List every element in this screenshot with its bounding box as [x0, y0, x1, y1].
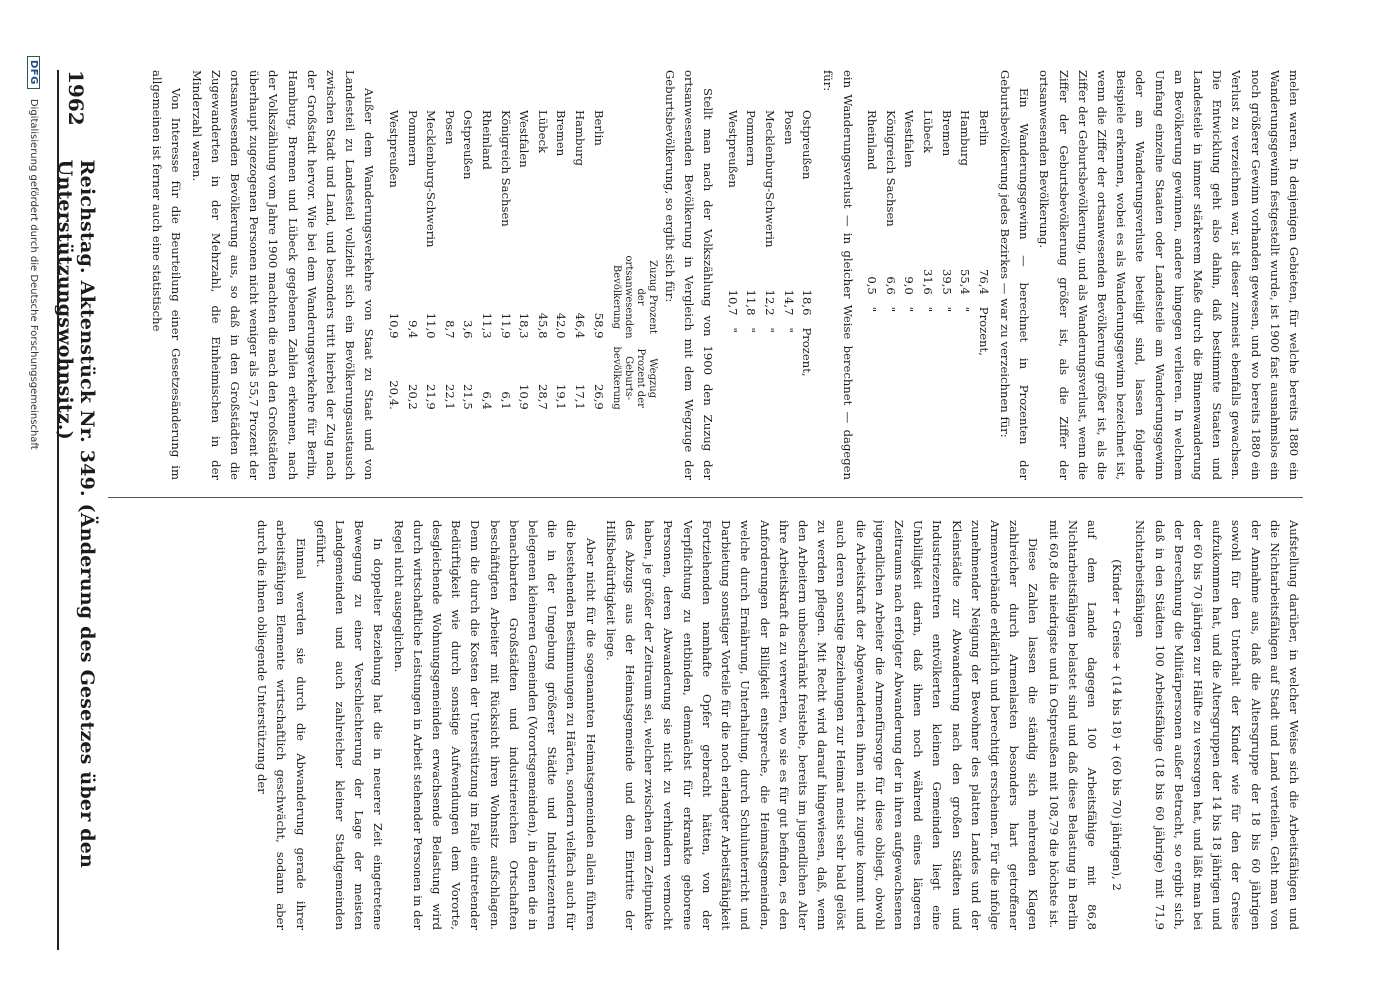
loss-row [779, 106, 798, 381]
gain-value: 0,5 [865, 276, 880, 295]
migration-zuzug: 11,0 [424, 312, 439, 339]
loss-value: 12,2 [763, 289, 777, 316]
migration-name: Westpreußen [387, 110, 402, 188]
gain-unit: " [939, 306, 954, 313]
loss-value: 11,8 [744, 289, 759, 316]
zuzug-header: Zuzug Prozent der ortsanwesenden Bevölkerung [610, 255, 658, 339]
right-paragraph-1: Aufstellung darüber, in welcher Weise sich die Arbeitsfähigen und die Nichtarbeitsfähigen auf Stadt und Land verteilen. Geht man von der Annahme aus, daß die Altersgruppe der 18 bis 60 jährigen sowohl für den Unterhalt der Kinder wie für den der Greise aufzukommen hat, und die Altersgruppen der 14 bis 18 jährigen und der 60 bis 70 jährigen zur Hälfte zu versorgen hat, und läßt man bei der Berechnung die Militärpersonen außer Betracht, so ergibt sich, daß in den Städten 100 Arbeitsfähige (18 bis 60 jährige) mit 71,9 Nichtarbeitsfähigen [1133, 520, 1301, 930]
page-header [54, 70, 98, 950]
loss-name: Pommern [744, 110, 759, 167]
gain-name: Bremen [939, 110, 954, 157]
loss-unit: " [725, 327, 740, 333]
migration-row [440, 106, 459, 414]
migration-zuzug: 11,9 [498, 312, 513, 339]
migration-wegzug: 26,9 [591, 383, 606, 410]
gain-name: Königreich Sachsen [883, 110, 898, 227]
right-paragraph-3: Diese Zahlen lassen die ständig sich mehrenden Klagen zahlreicher durch Armenlasten besonders hart getroffener Armenverbände erklärlich und berechtigt erscheinen. Für die infolge zunehmender Neigung der Bewohner des platten Landes und der Kleinstädte zur Abwanderung nach den großen Städten und Industriezentren entvölkerten kleinen Gemeinden liegt eine Unbilligkeit darin, daß ihnen noch während eines längeren Zeitraums nach erfolgter Abwanderung der in ihren aufgewachsenen jugendlichen Arbeiter die Armenfürsorge für diese obliegt, obwohl die Arbeitskraft der Abgewanderten ihnen nicht zugute kommt und auch deren sonstige Beziehungen zur Heimat meist sehr bald gelöst zu werden pflegen. Mit Recht wird darauf hingewiesen, daß, wenn den Arbeitern unbeschränkt freistehe, bereits im jugendlichen Alter ihre Arbeitskraft da zu verwerten, wo sie es für gut befinden, es den Anforderungen der Billigkeit entspreche, die Heimatsgemeinden, welche durch Ernährung, Unterhaltung, durch Schulunterricht und Darbietung sonstiger Vorteile für die noch erlangter Arbeitsfähigkeit Fortziehenden namhafte Opfer gebracht hätten, von der Verpflichtung zu entbinden, demnächst für erkrankte geborene Personen, deren Abwanderung sie nicht zu verhindern vermocht haben, je größer der Zeitraum sei, welcher zwischen dem Zeitpunkte des Abzugs aus der Heimatsgemeinde und dem Eintritte der Hilfsbedürftigkeit liege. [603, 520, 1041, 930]
loss-unit: " [763, 327, 777, 333]
left-paragraph-4: Stellt man nach der Volkszählung von 1900 den Zuzug der ortsanwesenden Bevölkerung in Vergleich mit dem Wegzuge der Geburtsbevölkerung, so ergibt sich für: [662, 70, 716, 480]
gain-name: Westfalen [902, 110, 917, 168]
migration-zuzug: 11,3 [480, 312, 495, 339]
gain-row [863, 106, 882, 360]
migration-name: Hamburg [573, 110, 588, 166]
migration-row [570, 106, 589, 414]
loss-name: Westpreußen [725, 110, 740, 188]
migration-zuzug: 45,8 [535, 312, 550, 339]
right-paragraph-4: Aber nicht für die sogenannten Heimatsgemeinden allein führen die bestehenden Bestimmungen zu Härten, sondern vielfach auch für die in der Umgebung größerer Städte und Industriezentren belegenen kleineren Gemeinden (Vorortsgemeinden), in denen die in benachbarten Großstädten und industriereichen Ortschaften beschäftigten Arbeiter mit Rücksicht ihren Wohnsitz aufschlagen. Denn die durch die Kosten der Unterstützung im Falle eintretender Bedürftigkeit wie durch sonstige Aufwendungen dem Vororte, desgleichende Wohnungsgemeinden erwachsende Belastung wird durch wirtschaftliche Leistungen in Arbeit stehender Personen in der Regel nicht ausgeglichen. [391, 520, 598, 930]
gain-value: 6,6 [883, 276, 898, 295]
loss-unit: " [781, 327, 796, 333]
footer-text: Digitalisierung gefördert durch die Deutsche Forschungsgemeinschaft [28, 98, 40, 450]
gain-name: Rheinland [865, 110, 880, 170]
loss-name: Mecklenburg-Schwerin [763, 110, 777, 248]
migration-zuzug: 3,6 [461, 320, 476, 339]
migration-row [533, 106, 552, 414]
gain-table [863, 106, 993, 360]
gain-row [918, 106, 937, 360]
left-column [108, 70, 1303, 480]
gain-unit: " [883, 306, 898, 313]
gain-row [974, 106, 993, 360]
gain-value: 31,6 [920, 268, 935, 295]
migration-name: Rheinland [480, 110, 495, 170]
migration-table [384, 106, 657, 414]
wegzug-header: Wegzug Prozent der Geburts-bevölkerung [610, 346, 658, 410]
digitization-footer [25, 56, 43, 956]
migration-zuzug: 46,4 [573, 312, 588, 339]
gain-row [937, 106, 956, 360]
right-paragraph-6: Einmal werden sie durch die Abwanderung gerade ihrer arbeitsfähigen Elemente wirtschaftlich geschwächt, sodann aber durch die ihnen obliegende Unterstützung der [255, 520, 308, 930]
loss-value: 14,7 [781, 289, 796, 316]
migration-row [477, 106, 496, 414]
page-title: Reichstag. Aktenstück Nr. 349. (Änderung des Gesetzes über den Unterstützungswohnsitz.) [54, 159, 98, 869]
loss-name: Ostpreußen [800, 110, 815, 180]
loss-row [798, 106, 817, 381]
migration-row [459, 106, 478, 414]
loss-unit: " [744, 327, 759, 333]
migration-name: Berlin [591, 110, 606, 146]
migration-wegzug: 6,1 [498, 391, 513, 410]
gain-unit: " [958, 306, 973, 313]
loss-table [723, 106, 816, 381]
migration-name: Posen [442, 110, 457, 145]
gain-row [956, 106, 975, 360]
migration-name: Lübeck [535, 110, 550, 153]
loss-value: 18,6 [800, 289, 815, 316]
migration-row [496, 106, 515, 414]
migration-row [403, 106, 422, 414]
formula-denominator: 2 [1110, 883, 1125, 891]
gain-row [900, 106, 919, 360]
migration-zuzug: 9,4 [405, 320, 420, 339]
migration-zuzug: 8,7 [442, 320, 457, 339]
migration-wegzug: 20,2 [405, 383, 420, 410]
migration-wegzug: 10,9 [517, 383, 532, 410]
right-column [108, 520, 1303, 930]
loss-row [760, 106, 779, 381]
migration-zuzug: 58,9 [591, 312, 606, 339]
migration-zuzug: 18,3 [517, 312, 532, 339]
migration-row [384, 106, 403, 414]
migration-row [515, 106, 534, 414]
loss-name: Posen [781, 110, 796, 145]
migration-zuzug: 42,0 [554, 312, 569, 339]
gain-value: 39,5 [939, 268, 954, 295]
migration-zuzug: 10,9 [387, 312, 402, 339]
migration-row [589, 106, 608, 414]
gain-unit: " [902, 306, 917, 313]
migration-name: Westfalen [517, 110, 532, 168]
migration-wegzug: 6,4 [480, 391, 495, 410]
loss-row [723, 106, 742, 381]
migration-name: Königreich Sachsen [498, 110, 513, 227]
migration-name: Mecklenburg-Schwerin [424, 110, 439, 248]
migration-wegzug: 21,5 [461, 383, 476, 410]
dfg-logo: DFG [28, 56, 41, 89]
gain-value: 76,4 [976, 268, 991, 295]
gain-unit: Prozent, [976, 306, 991, 356]
left-paragraph-6: Von Interesse für die Beurteilung einer Gesetzesänderung im allgemeinen ist ferner auch eine statistische [150, 70, 184, 480]
loss-row [742, 106, 761, 381]
migration-wegzug: 28,7 [535, 383, 550, 410]
migration-wegzug: 20,4. [387, 380, 402, 410]
migration-row [552, 106, 571, 414]
left-paragraph-3: ein Wanderungsverlust — in gleicher Weise berechnet — dagegen für: [821, 70, 855, 480]
gain-value: 9,0 [902, 276, 917, 295]
right-paragraph-5: In doppelter Beziehung hat die in neuerer Zeit eingetretene Bewegung zu einer Verschlechterung der Lage der meisten Landgemeinden und auch zahlreicher kleiner Stadtgemeinden geführt. [313, 520, 386, 930]
formula-text: (Kinder + Greise + (14 bis 18) + (60 bis 70) jährigen), [1110, 559, 1125, 880]
formula [1107, 520, 1126, 930]
migration-wegzug: 21,9 [424, 383, 439, 410]
loss-unit: Prozent, [800, 327, 815, 377]
gain-unit: " [920, 306, 935, 313]
left-paragraph-2: Ein Wanderungsgewinn — berechnet in Prozenten der Geburtsbevölkerung jedes Bezirkes — war zu verzeichnen für: [997, 70, 1032, 480]
left-paragraph-1: melen waren. In denjenigen Gebieten, für welche bereits 1880 ein Wanderungsgewinn festgestellt wurde, ist 1900 fast ausnahmslos ein noch größerer Gewinn vorhanden gewesen, und wo bereits 1880 ein Verlust zu verzeichnen war, ist dieser zumeist ebenfalls gewachsen. Die Entwicklung geht also dahin, daß bestimmte Staaten und Landesteile in immer stärkerem Maße durch die Binnenwanderung an Bevölkerung gewinnen, andere hingegen verlieren. In welchem Umfang einzelne Staaten oder Landesteile am Wanderungsgewinn oder am Wanderungsverluste beteiligt sind, lassen folgende Beispiele erkennen, wobei es als Wanderungsgewinn bezeichnet ist, wenn die Ziffer der ortsanwesenden Bevölkerung größer ist, als die Ziffer der Geburtsbevölkerung, und als Wanderungsverlust, wenn die Ziffer der Geburtsbevölkerung größer ist, als die Ziffer der ortsanwesenden Bevölkerung. [1037, 70, 1301, 480]
gain-value: 55,4 [958, 268, 973, 295]
gain-name: Hamburg [958, 110, 973, 166]
gain-unit: " [865, 306, 880, 313]
migration-wegzug: 22,1 [442, 383, 457, 410]
migration-wegzug: 17,1 [573, 383, 588, 410]
gain-name: Berlin [976, 110, 991, 146]
gain-row [881, 106, 900, 360]
gain-name: Lübeck [920, 110, 935, 153]
migration-wegzug: 19,1 [554, 383, 569, 410]
right-paragraph-2: auf dem Lande dagegen 100 Arbeitsfähige mit 86,8 Nichtarbeitsfähigen belastet sind und daß diese Belastung in Berlin mit 60,8 die niedrigste und in Ostpreußen mit 108,79 die höchste ist. [1046, 520, 1099, 930]
migration-name: Ostpreußen [461, 110, 476, 180]
page-number: 1962 [64, 70, 88, 126]
migration-name: Pommern [405, 110, 420, 167]
loss-value: 10,7 [725, 289, 740, 316]
left-paragraph-5: Außer dem Wanderungsverkehre von Staat zu Staat und von Landesteil zu Landesteil vollzieht sich ein Bevölkerungsaustausch zwischen Stadt und Land, und besonders tritt hierbei der Zug nach der Großstadt hervor. Wie bei dem Wanderungsverkehre für Berlin, Hamburg, Bremen und Lübeck gegebenen Zahlen erkennen, nach der Volkszählung vom Jahre 1900 machten die nach den Großstädten überhaupt zugezogenen Personen nicht weniger als 55,7 Prozent der ortsanwesenden Bevölkerung aus, so daß in den Großstädten die Zugewanderten in der Mehrzahl, die Einheimischen in der Minderzahl waren. [189, 70, 377, 480]
migration-name: Bremen [554, 110, 569, 157]
column-divider [108, 497, 1303, 498]
migration-row [422, 106, 441, 414]
